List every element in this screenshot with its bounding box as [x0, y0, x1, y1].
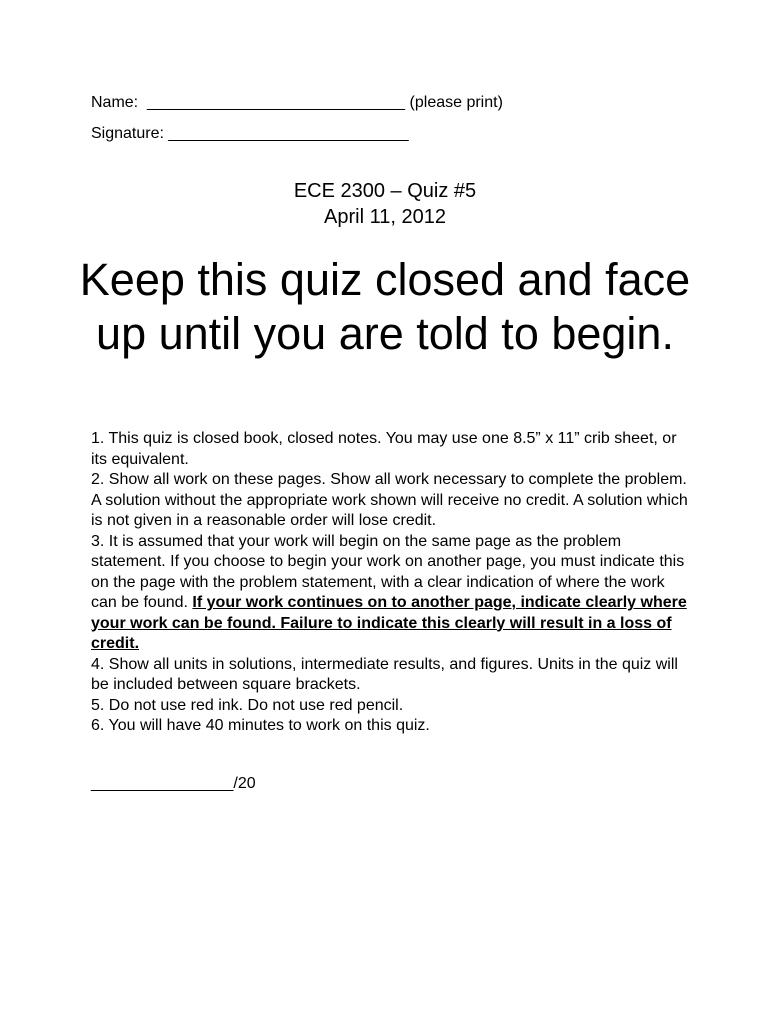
instruction-item-1: 1. This quiz is closed book, closed notes. You may use one 8.5” x 11” crib sheet, or its equivalent. [91, 430, 677, 468]
instruction-item-3 [91, 532, 691, 655]
instruction-item-3-text: 3. It is assumed that your work will begin on the same page as the problem statement. If you choose to begin your work on another page, you must indicate this on the page with the problem statement, with a clear indication of where the work can be found. [91, 532, 685, 611]
score-field[interactable]: ________________ [91, 775, 234, 792]
instruction-item-6: 6. You will have 40 minutes to work on this quiz. [91, 717, 430, 734]
name-label: Name: [91, 94, 139, 111]
quiz-header [0, 178, 770, 230]
signature-label: Signature: [91, 125, 164, 142]
score-line [91, 775, 256, 793]
signature-field[interactable]: ___________________________ [168, 125, 409, 142]
instruction-item-5: 5. Do not use red ink. Do not use red pencil. [91, 696, 404, 714]
instruction-item-4: 4. Show all units in solutions, intermediate results, and figures. Units in the quiz will be included between square brackets. [91, 655, 678, 693]
instruction-item-2: 2. Show all work on these pages. Show all work necessary to complete the problem. A solution without the appropriate work shown will receive no credit. A solution which is not given in a reasonable order will lose credit. [91, 471, 688, 529]
name-line [91, 94, 503, 112]
signature-line [91, 125, 409, 143]
instructions-list [91, 429, 691, 737]
closed-quiz-warning: Keep this quiz closed and face up until you are told to begin. [79, 254, 691, 359]
score-total: /20 [233, 775, 256, 792]
name-field[interactable]: _____________________________ [147, 94, 406, 111]
quiz-title: ECE 2300 – Quiz #5 [293, 180, 477, 202]
instruction-item-3-emphasis: If your work continues on to another page, indicate clearly where your work can be found. Failure to indicate this clearly will result in a loss of credit. [91, 594, 687, 652]
quiz-date: April 11, 2012 [324, 206, 446, 228]
name-instruction: (please print) [409, 94, 503, 111]
